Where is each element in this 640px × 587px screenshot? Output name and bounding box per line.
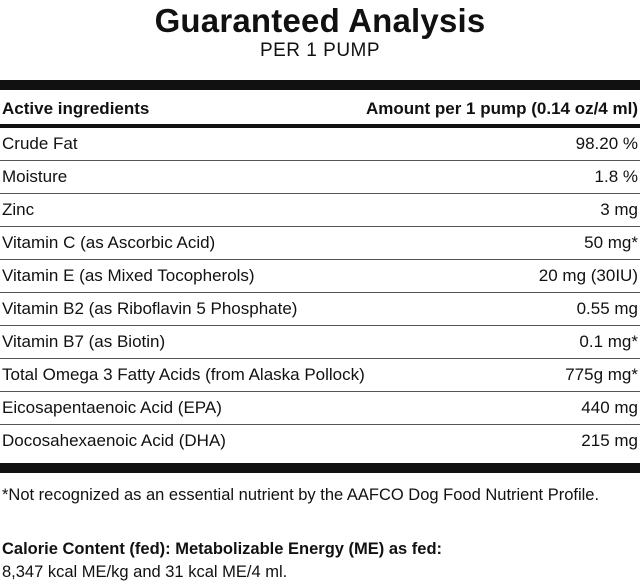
ingredient-amount: 0.1 mg*	[579, 332, 638, 351]
ingredient-amount: 775g mg*	[565, 365, 638, 384]
table-row	[0, 128, 640, 161]
ingredient-name: Vitamin B2 (as Riboflavin 5 Phosphate)	[2, 299, 298, 318]
ingredient-name: Moisture	[2, 167, 68, 186]
aafco-footnote: *Not recognized as an essential nutrient by the AAFCO Dog Food Nutrient Profile.	[2, 486, 600, 504]
top-rule	[0, 80, 640, 90]
ingredient-amount: 50 mg*	[584, 233, 638, 252]
table-row	[0, 326, 640, 359]
table-row	[0, 194, 640, 227]
ingredient-name: Vitamin C (as Ascorbic Acid)	[2, 233, 216, 252]
ingredient-amount: 98.20 %	[575, 134, 638, 153]
page-subtitle: PER 1 PUMP	[259, 40, 381, 61]
ingredient-name: Zinc	[2, 200, 35, 219]
table-header	[0, 94, 640, 124]
ingredient-name: Crude Fat	[2, 134, 78, 153]
page-title: Guaranteed Analysis	[154, 2, 486, 39]
calorie-value: 8,347 kcal ME/kg and 31 kcal ME/4 ml.	[2, 563, 288, 581]
ingredient-name: Docosahexaenoic Acid (DHA)	[2, 431, 226, 450]
ingredient-name: Total Omega 3 Fatty Acids (from Alaska Pollock)	[2, 365, 365, 384]
ingredient-amount: 1.8 %	[594, 167, 638, 186]
calorie-content	[2, 538, 632, 584]
ingredient-amount: 20 mg (30IU)	[538, 266, 638, 285]
ingredient-table	[0, 128, 640, 457]
table-row	[0, 392, 640, 425]
header-amount-per-pump: Amount per 1 pump (0.14 oz/4 ml)	[365, 99, 638, 118]
table-row	[0, 293, 640, 326]
table-row	[0, 359, 640, 392]
bottom-rule	[0, 463, 640, 473]
table-row	[0, 161, 640, 194]
calorie-label: Calorie Content (fed): Metabolizable Energy (ME) as fed:	[2, 540, 443, 558]
ingredient-amount: 440 mg	[581, 398, 638, 417]
ingredient-name: Eicosapentaenoic Acid (EPA)	[2, 398, 222, 417]
ingredient-amount: 215 mg	[581, 431, 638, 450]
ingredient-name: Vitamin B7 (as Biotin)	[2, 332, 166, 351]
table-row	[0, 425, 640, 457]
ingredient-amount: 3 mg	[600, 200, 638, 219]
ingredient-name: Vitamin E (as Mixed Tocopherols)	[2, 266, 255, 285]
table-row	[0, 260, 640, 293]
header-active-ingredients: Active ingredients	[2, 99, 150, 118]
ingredient-amount: 0.55 mg	[576, 299, 638, 318]
table-row	[0, 227, 640, 260]
